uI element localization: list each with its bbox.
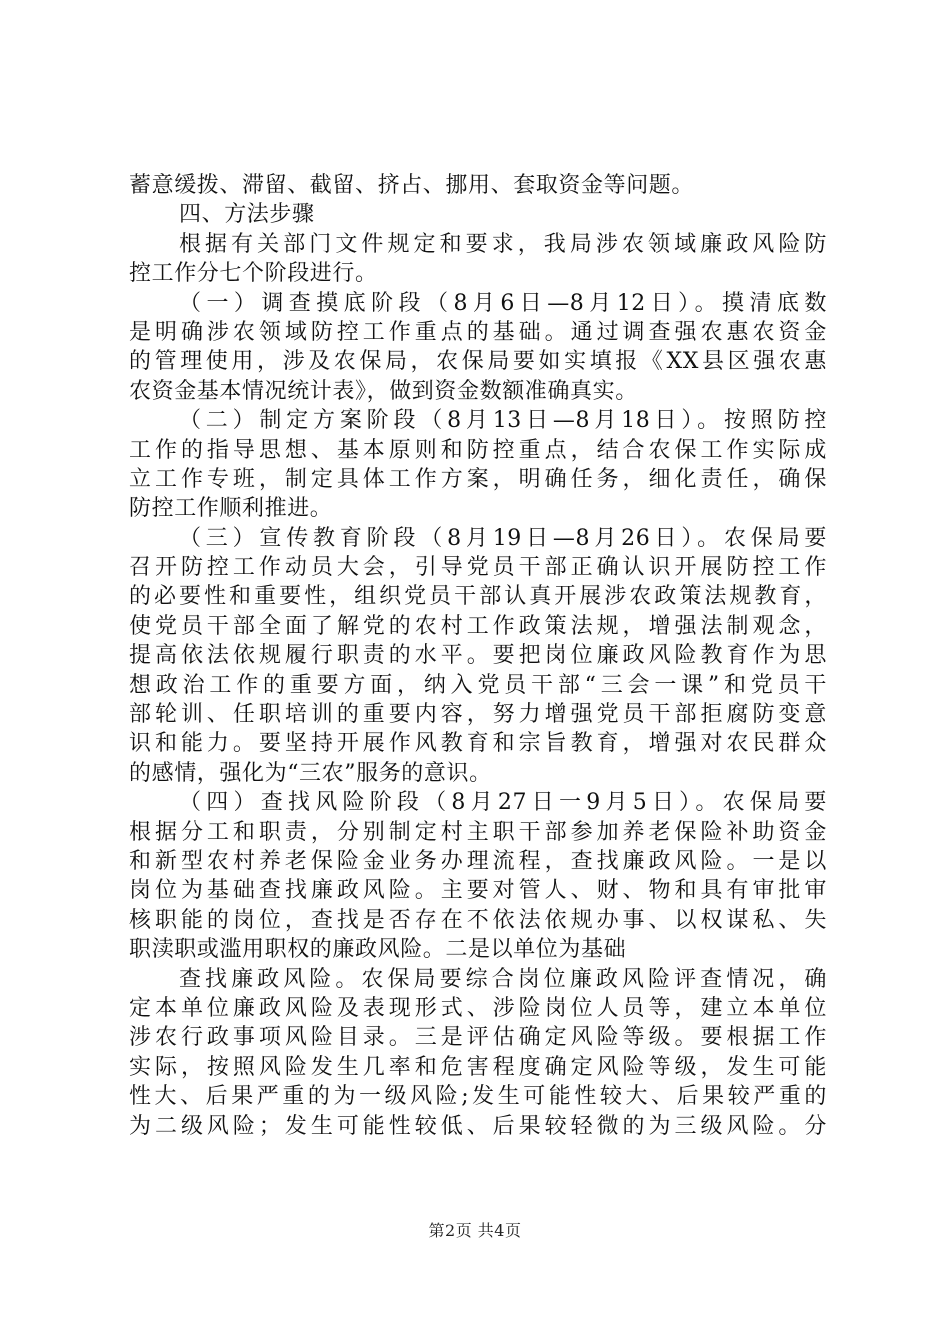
text-line: 立工作专班，制定具体工作方案，明确任务，细化责任，确保 [129,466,827,492]
text-line: 查找廉政风险。农保局要综合岗位廉政风险评查情况，确 [179,966,827,992]
text-line: 部轮训、任职培训的重要内容，努力增强党员干部拒腐防变意 [129,702,827,728]
text-line: （三）宣传教育阶段（8月19日—8月26日）。农保局要 [179,525,827,551]
text-line: 控工作分七个阶段进行。 [129,261,378,287]
text-line: 根据分工和职责，分别制定村主职干部参加养老保险补助资金 [129,819,827,845]
text-line: 岗位为基础查找廉政风险。主要对管人、财、物和具有审批审 [129,878,827,904]
text-line: 根据有关部门文件规定和要求，我局涉农领域廉政风险防 [179,231,827,257]
text-line: 四、方法步骤 [179,202,315,228]
text-line: 召开防控工作动员大会，引导党员干部正确认识开展防控工作 [129,555,827,581]
text-line: 职渎职或滥用职权的廉政风险。二是以单位为基础 [129,937,627,963]
page-footer: 第2页 共4页 [428,1221,522,1240]
text-line: 农资金基本情况统计表》，做到资金数额准确真实。 [129,378,638,404]
text-line: 的感情，强化为“三农”服务的意识。 [129,760,492,786]
text-line: 实际，按照风险发生几率和危害程度确定风险等级，发生可能 [129,1054,827,1080]
text-line: 核职能的岗位，查找是否存在不依法依规办事、以权谋私、失 [129,907,827,933]
text-line: 的必要性和重要性，组织党员干部认真开展涉农政策法规教育， [129,584,827,610]
text-line: 涉农行政事项风险目录。三是评估确定风险等级。要根据工作 [129,1025,827,1051]
text-line: 的管理使用，涉及农保局，农保局要如实填报《XX县区强农惠 [129,349,827,375]
text-line: （二）制定方案阶段（8月13日—8月18日）。按照防控 [179,408,827,434]
document-body [129,171,827,1141]
text-line: 蓄意缓拨、滞留、截留、挤占、挪用、套取资金等问题。 [129,173,695,198]
text-line: 定本单位廉政风险及表现形式、涉险岗位人员等，建立本单位 [129,995,827,1021]
text-line: 防控工作顺利推进。 [129,496,333,522]
text-line: 是明确涉农领域防控工作重点的基础。通过调查强农惠农资金 [129,319,827,345]
text-line: 性大、后果严重的为一级风险;发生可能性较大、后果较严重的 [129,1084,827,1110]
text-line: 工作的指导思想、基本原则和防控重点，结合农保工作实际成 [129,437,827,463]
text-line: （四）查找风险阶段（8月27日一9月5日）。农保局要 [179,790,827,816]
text-line: 提高依法依规履行职责的水平。要把岗位廉政风险教育作为思 [129,643,827,669]
text-line: 为二级风险；发生可能性较低、后果较轻微的为三级风险。分 [129,1113,827,1139]
text-line: 使党员干部全面了解党的农村工作政策法规，增强法制观念， [129,613,827,639]
text-line: 想政治工作的重要方面，纳入党员干部“三会一课”和党员干 [129,672,827,698]
text-line: 和新型农村养老保险金业务办理流程，查找廉政风险。一是以 [129,848,827,874]
text-line: （一）调查摸底阶段（8月6日—8月12日）。摸清底数 [179,290,827,316]
text-line: 识和能力。要坚持开展作风教育和宗旨教育，增强对农民群众 [129,731,827,757]
